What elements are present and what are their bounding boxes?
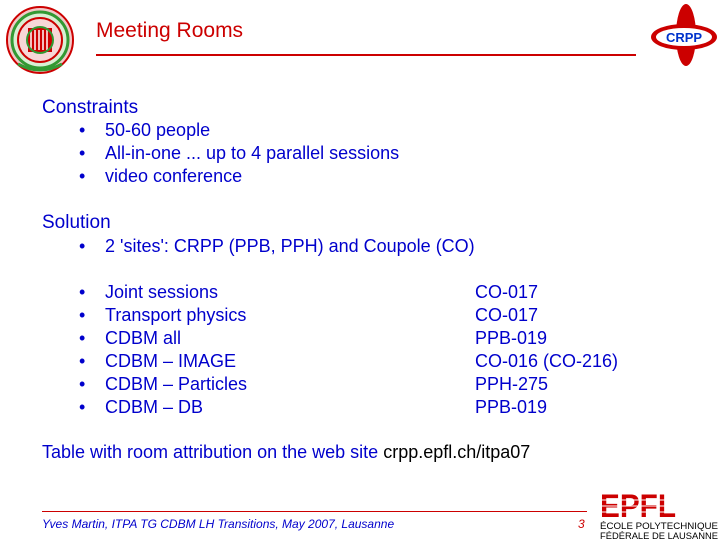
room-list bbox=[475, 281, 618, 419]
session-name: • CDBM – IMAGE bbox=[79, 350, 247, 373]
list-item: • video conference bbox=[79, 165, 399, 188]
session-name: • Joint sessions bbox=[79, 281, 247, 304]
session-list bbox=[79, 281, 247, 419]
room-attribution-note bbox=[42, 442, 530, 463]
list-item: • All-in-one ... up to 4 parallel sessions bbox=[79, 142, 399, 165]
title-underline bbox=[96, 54, 636, 56]
solution-intro: • 2 'sites': CRPP (PPB, PPH) and Coupole (CO) bbox=[79, 235, 475, 258]
session-name: • CDBM – Particles bbox=[79, 373, 247, 396]
solution-heading: Solution bbox=[42, 212, 111, 233]
page-number: 3 bbox=[578, 517, 585, 531]
constraints-list bbox=[79, 119, 399, 188]
crpp-emblem-logo bbox=[4, 2, 76, 78]
constraints-heading: Constraints bbox=[42, 97, 139, 118]
session-room: PPB-019 bbox=[475, 328, 548, 348]
footer-text: Yves Martin, ITPA TG CDBM LH Transitions, May 2007, Lausanne bbox=[42, 517, 395, 531]
session-room: PPH-275 bbox=[475, 374, 549, 394]
epfl-logo-line2: FÉDÉRALE DE LAUSANNE bbox=[600, 531, 718, 540]
session-name: • CDBM – DB bbox=[79, 396, 247, 419]
note-text: Table with room attribution on the web site bbox=[42, 442, 379, 462]
footer-rule bbox=[42, 511, 587, 512]
session-name: • Transport physics bbox=[79, 304, 247, 327]
epfl-logo bbox=[598, 486, 720, 540]
epfl-logo-line1: ÉCOLE POLYTECHNIQUE bbox=[600, 521, 718, 531]
session-room: CO-016 (CO-216) bbox=[475, 351, 619, 371]
crpp-logo bbox=[644, 2, 720, 68]
crpp-logo-text: CRPP bbox=[665, 30, 703, 45]
session-room: PPB-019 bbox=[475, 397, 548, 417]
epfl-logo-text: EPFL bbox=[600, 488, 676, 524]
session-room: CO-017 bbox=[475, 282, 539, 302]
slide-title: Meeting Rooms bbox=[96, 19, 244, 42]
web-site-link[interactable]: crpp.epfl.ch/itpa07 bbox=[383, 442, 531, 462]
solution-intro-list bbox=[79, 235, 475, 258]
list-item: • 50-60 people bbox=[79, 119, 399, 142]
session-room: CO-017 bbox=[475, 305, 539, 325]
session-name: • CDBM all bbox=[79, 327, 247, 350]
